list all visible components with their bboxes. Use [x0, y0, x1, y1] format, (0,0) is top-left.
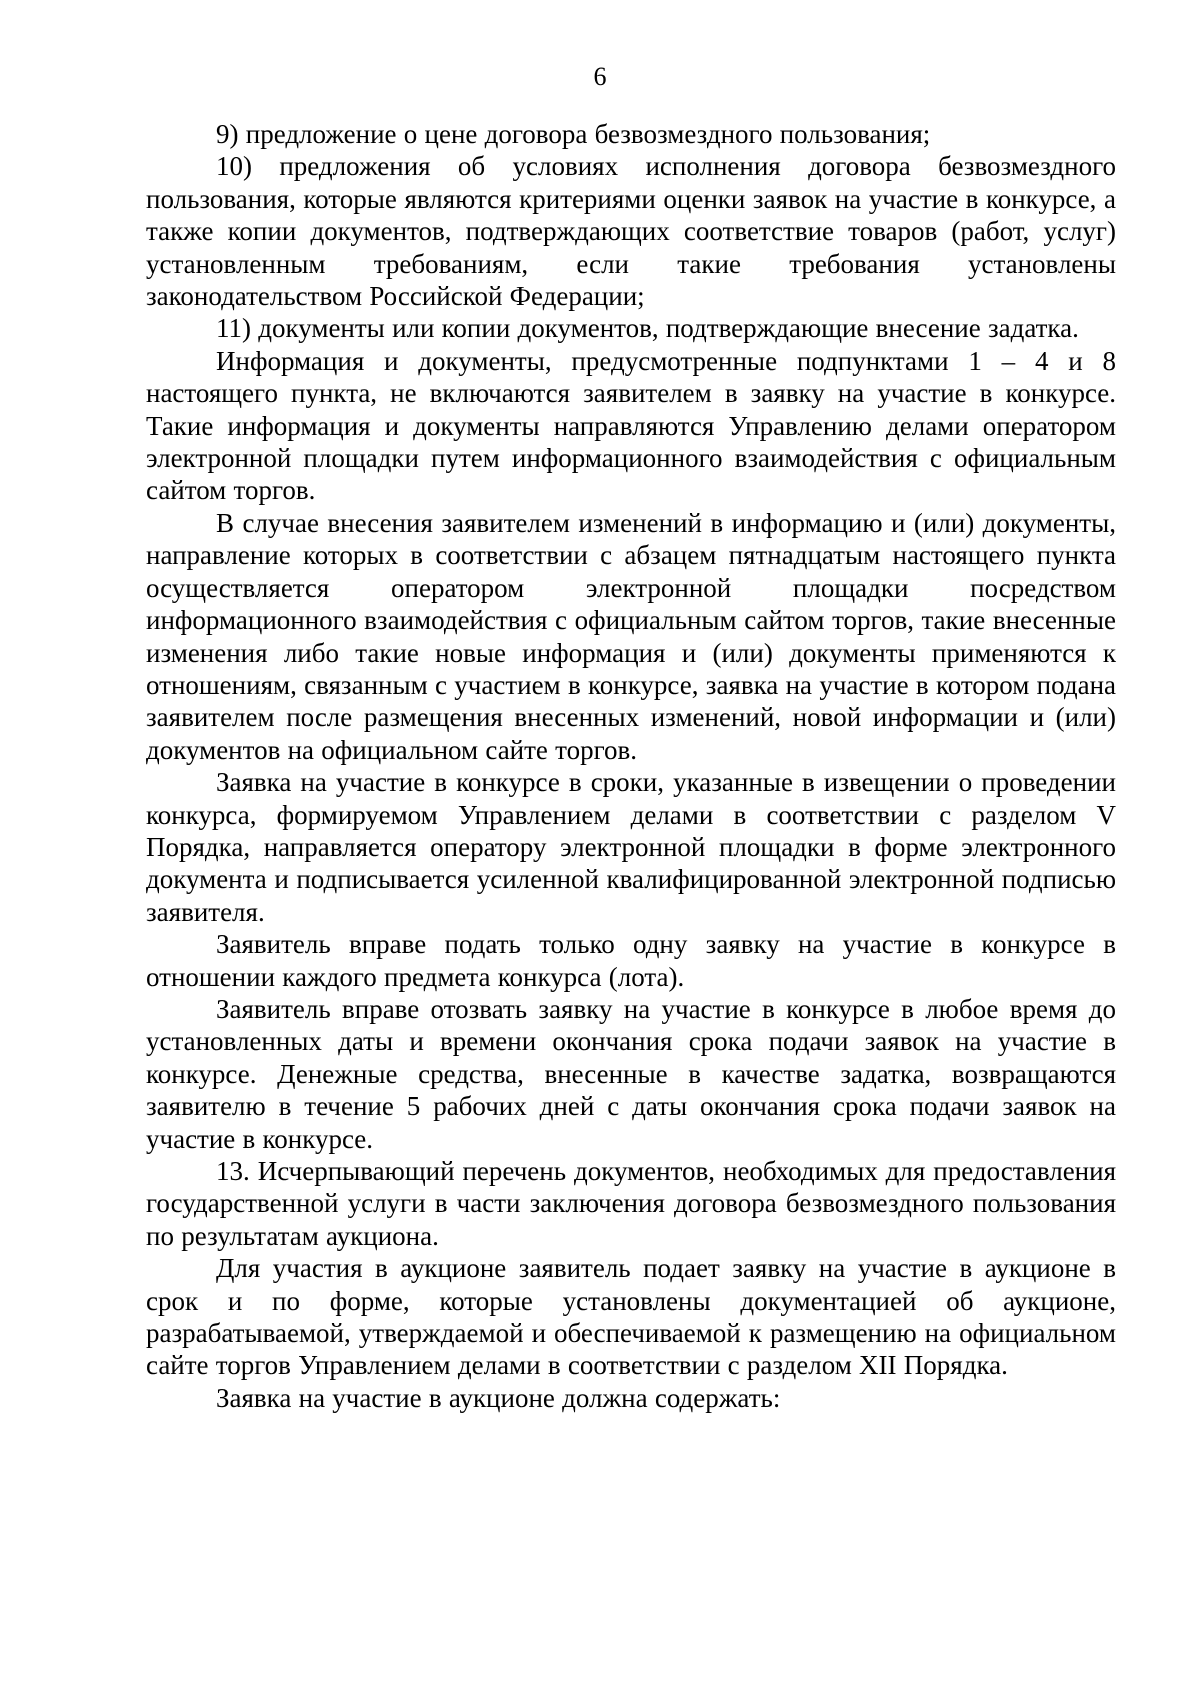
paragraph-item-11: 11) документы или копии документов, подтверждающие внесение задатка. — [216, 313, 1079, 344]
paragraph-item-10: 10) предложения об условиях исполнения договора безвозмездного пользования, которые являются критериями оценки заявок на участие в конкурсе, а также копии документов, подтверждающих соответствие товаров (работ, услуг) установленным требованиям, если такие требования установлены законодательством Российской Федерации; — [146, 151, 1116, 312]
document-body — [146, 118, 1116, 1414]
paragraph-item-9: 9) предложение о цене договора безвозмездного пользования; — [216, 119, 931, 149]
paragraph-info-documents: Информация и документы, предусмотренные подпунктами 1 – 4 и 8 настоящего пункта, не включаются заявителем в заявку на участие в конкурсе. Такие информация и документы направляются Управлению делами оператором электронной площадки путем информационного взаимодействия с официальным сайтом торгов. — [146, 345, 1116, 506]
page-number: 6 — [593, 62, 607, 91]
paragraph-one-application: Заявитель вправе подать только одну заявку на участие в конкурсе в отношении каждого предмета конкурса (лота). — [146, 929, 1116, 992]
paragraph-auction-participation: Для участия в аукционе заявитель подает заявку на участие в аукционе в срок и по форме, которые установлены документацией об аукционе, разрабатываемой, утверждаемой и обеспечиваемой к размещению на официальном сайте торгов Управлением делами в соответствии с разделом XII Порядка. — [146, 1253, 1116, 1381]
paragraph-section-13: 13. Исчерпывающий перечень документов, необходимых для предоставления государственной услуги в части заключения договора безвозмездного пользования по результатам аукциона. — [146, 1156, 1116, 1251]
paragraph-application-terms: Заявка на участие в конкурсе в сроки, указанные в извещении о проведении конкурса, формируемом Управлением делами в соответствии с разделом V Порядка, направляется оператору электронной площадки в форме электронного документа и подписывается усиленной квалифицированной электронной подписью заявителя. — [146, 767, 1116, 927]
paragraph-changes: В случае внесения заявителем изменений в информацию и (или) документы, направление которых в соответствии с абзацем пятнадцатым настоящего пункта осуществляется оператором электронной площадки посредством информационного взаимодействия с официальным сайтом торгов, такие внесенные изменения либо такие новые информация и (или) документы применяются к отношениям, связанным с участием в конкурсе, заявка на участие в котором подана заявителем после размещения внесенных изменений, новой информации и (или) документов на официальном сайте торгов. — [146, 507, 1116, 765]
paragraph-withdraw: Заявитель вправе отозвать заявку на участие в конкурсе в любое время до установленных даты и времени окончания срока подачи заявок на участие в конкурсе. Денежные средства, внесенные в качестве задатка, возвращаются заявителю в течение 5 рабочих дней с даты окончания срока подачи заявок на участие в конкурсе. — [146, 993, 1116, 1154]
paragraph-auction-application: Заявка на участие в аукционе должна содержать: — [216, 1382, 781, 1413]
